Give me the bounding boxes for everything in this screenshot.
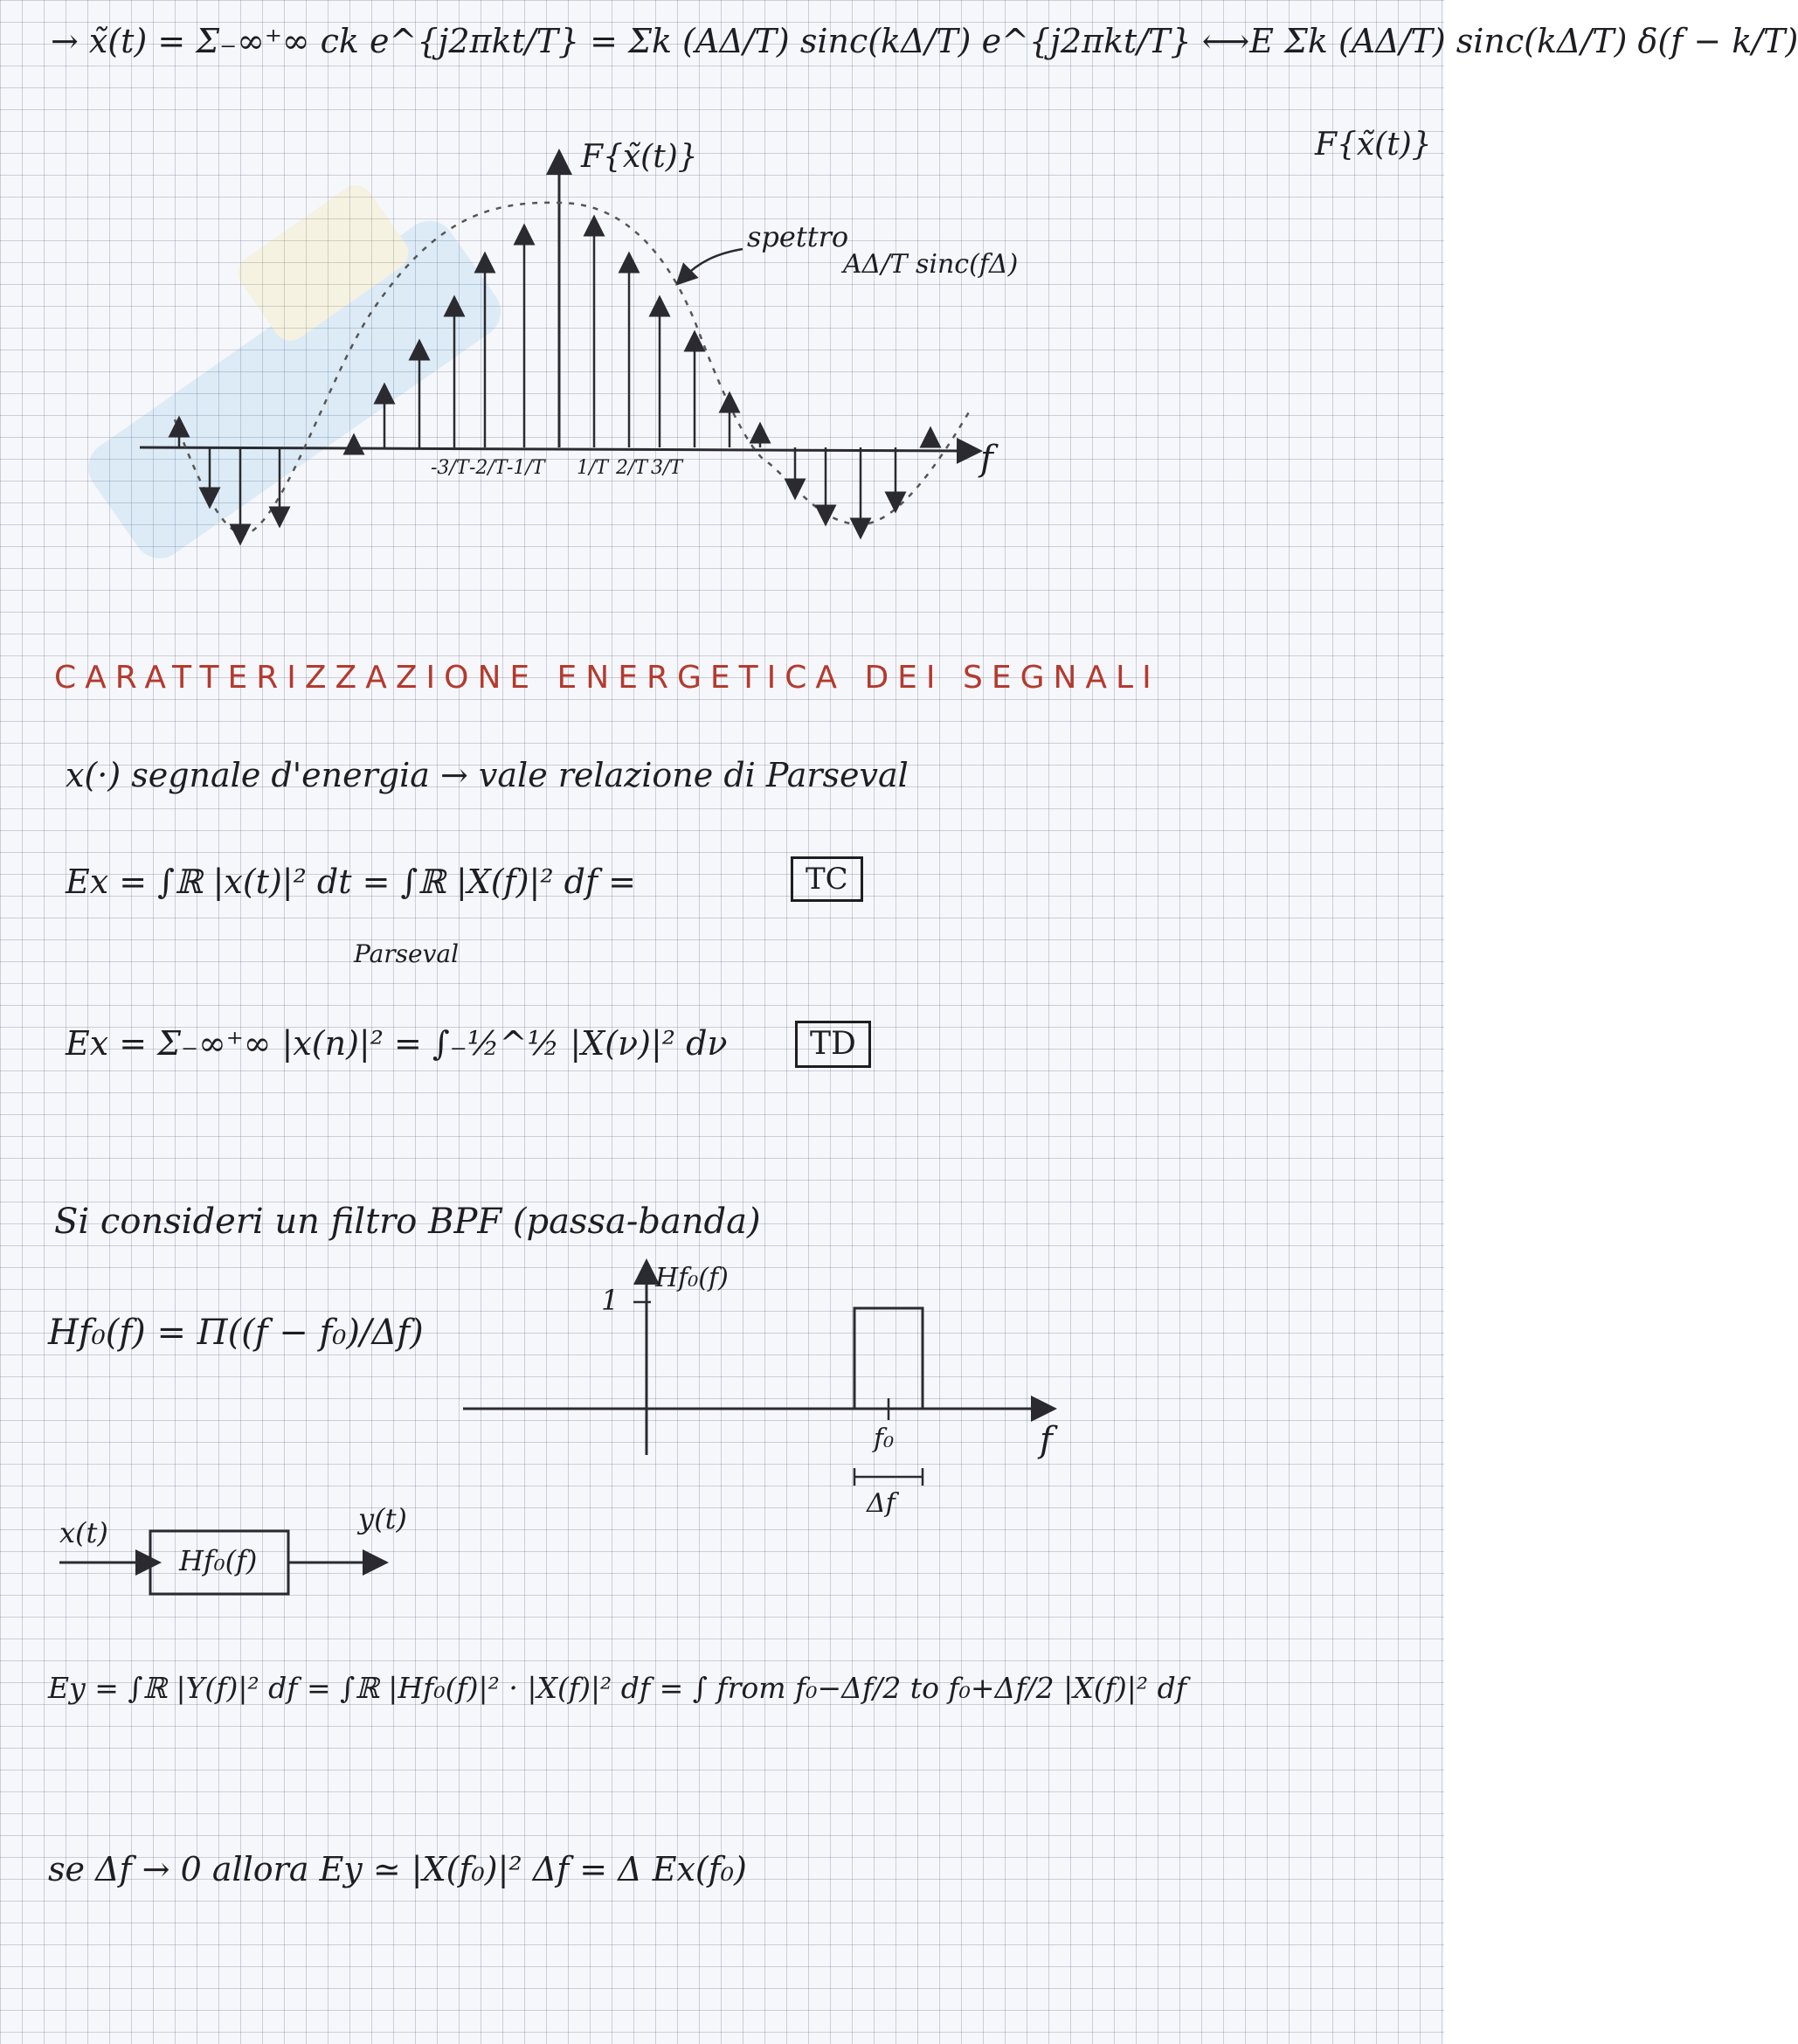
filter-f-label: f — [1040, 1420, 1053, 1460]
filter-axis-label: Hf₀(f) — [655, 1263, 729, 1293]
filter-definition: Hf₀(f) = Π((f − f₀)/Δf) — [48, 1313, 424, 1353]
conclusion: se Δf → 0 allora Ey ≃ |X(f₀)|² Δf = Δ Ex(f₀) — [48, 1850, 747, 1888]
td-box: TD — [795, 1021, 871, 1068]
block-label: Hf₀(f) — [179, 1544, 258, 1577]
filter-intro: Si consideri un filtro BPF (passa-banda) — [54, 1202, 761, 1242]
parseval-label: Parseval — [354, 939, 460, 968]
filter-y-tick-label: 1 — [601, 1284, 619, 1317]
tc-box: TC — [791, 856, 863, 902]
tick-label: -3/T — [431, 457, 469, 479]
block-output-label: y(t) — [358, 1502, 407, 1535]
tick-label: 1/T — [577, 457, 609, 479]
fourier-series-formula: → x̃(t) = Σ₋∞⁺∞ ck e^{j2πkt/T} = Σk (AΔ/T) sinc(kΔ/T) e^{j2πkt/T} ⟷E Σk (AΔ/T) sinc(kΔ/T) δ(f − k/T) — [51, 22, 1798, 60]
tick-label: 3/T — [651, 457, 683, 479]
energy-tc-formula: Ex = ∫ℝ |x(t)|² dt = ∫ℝ |X(f)|² df = — [66, 863, 636, 901]
tick-label: -1/T — [507, 457, 545, 479]
spectrum-axis-label: F{x̃(t)} — [581, 139, 698, 175]
block-input-label: x(t) — [59, 1516, 108, 1549]
tick-label: 2/T — [616, 457, 648, 479]
bandwidth-label: Δf — [867, 1488, 896, 1519]
fourier-transform-label: F{x̃(t)} — [1315, 127, 1432, 163]
filter-passband — [854, 1308, 923, 1409]
tick-label: -2/T — [469, 457, 508, 479]
spectrum-formula: AΔ/T sinc(fΔ) — [843, 249, 1019, 280]
energy-td-formula: Ex = Σ₋∞⁺∞ |x(n)|² = ∫₋½^½ |X(ν)|² dν — [66, 1024, 728, 1063]
section-heading: CARATTERIZZAZIONE ENERGETICA DEI SEGNALI — [54, 660, 1160, 696]
energy-y-formula: Ey = ∫ℝ |Y(f)|² df = ∫ℝ |Hf₀(f)|² · |X(f)|² df = ∫ from f₀−Δf/2 to f₀+Δf/2 |X(f)|² df — [48, 1671, 1186, 1705]
f0-label: f₀ — [874, 1424, 895, 1454]
energy-signal-line: x(·) segnale d'energia → vale relazione di Parseval — [66, 756, 909, 794]
spectrum-label: spettro — [747, 220, 849, 253]
f-axis-label: f — [980, 439, 993, 479]
